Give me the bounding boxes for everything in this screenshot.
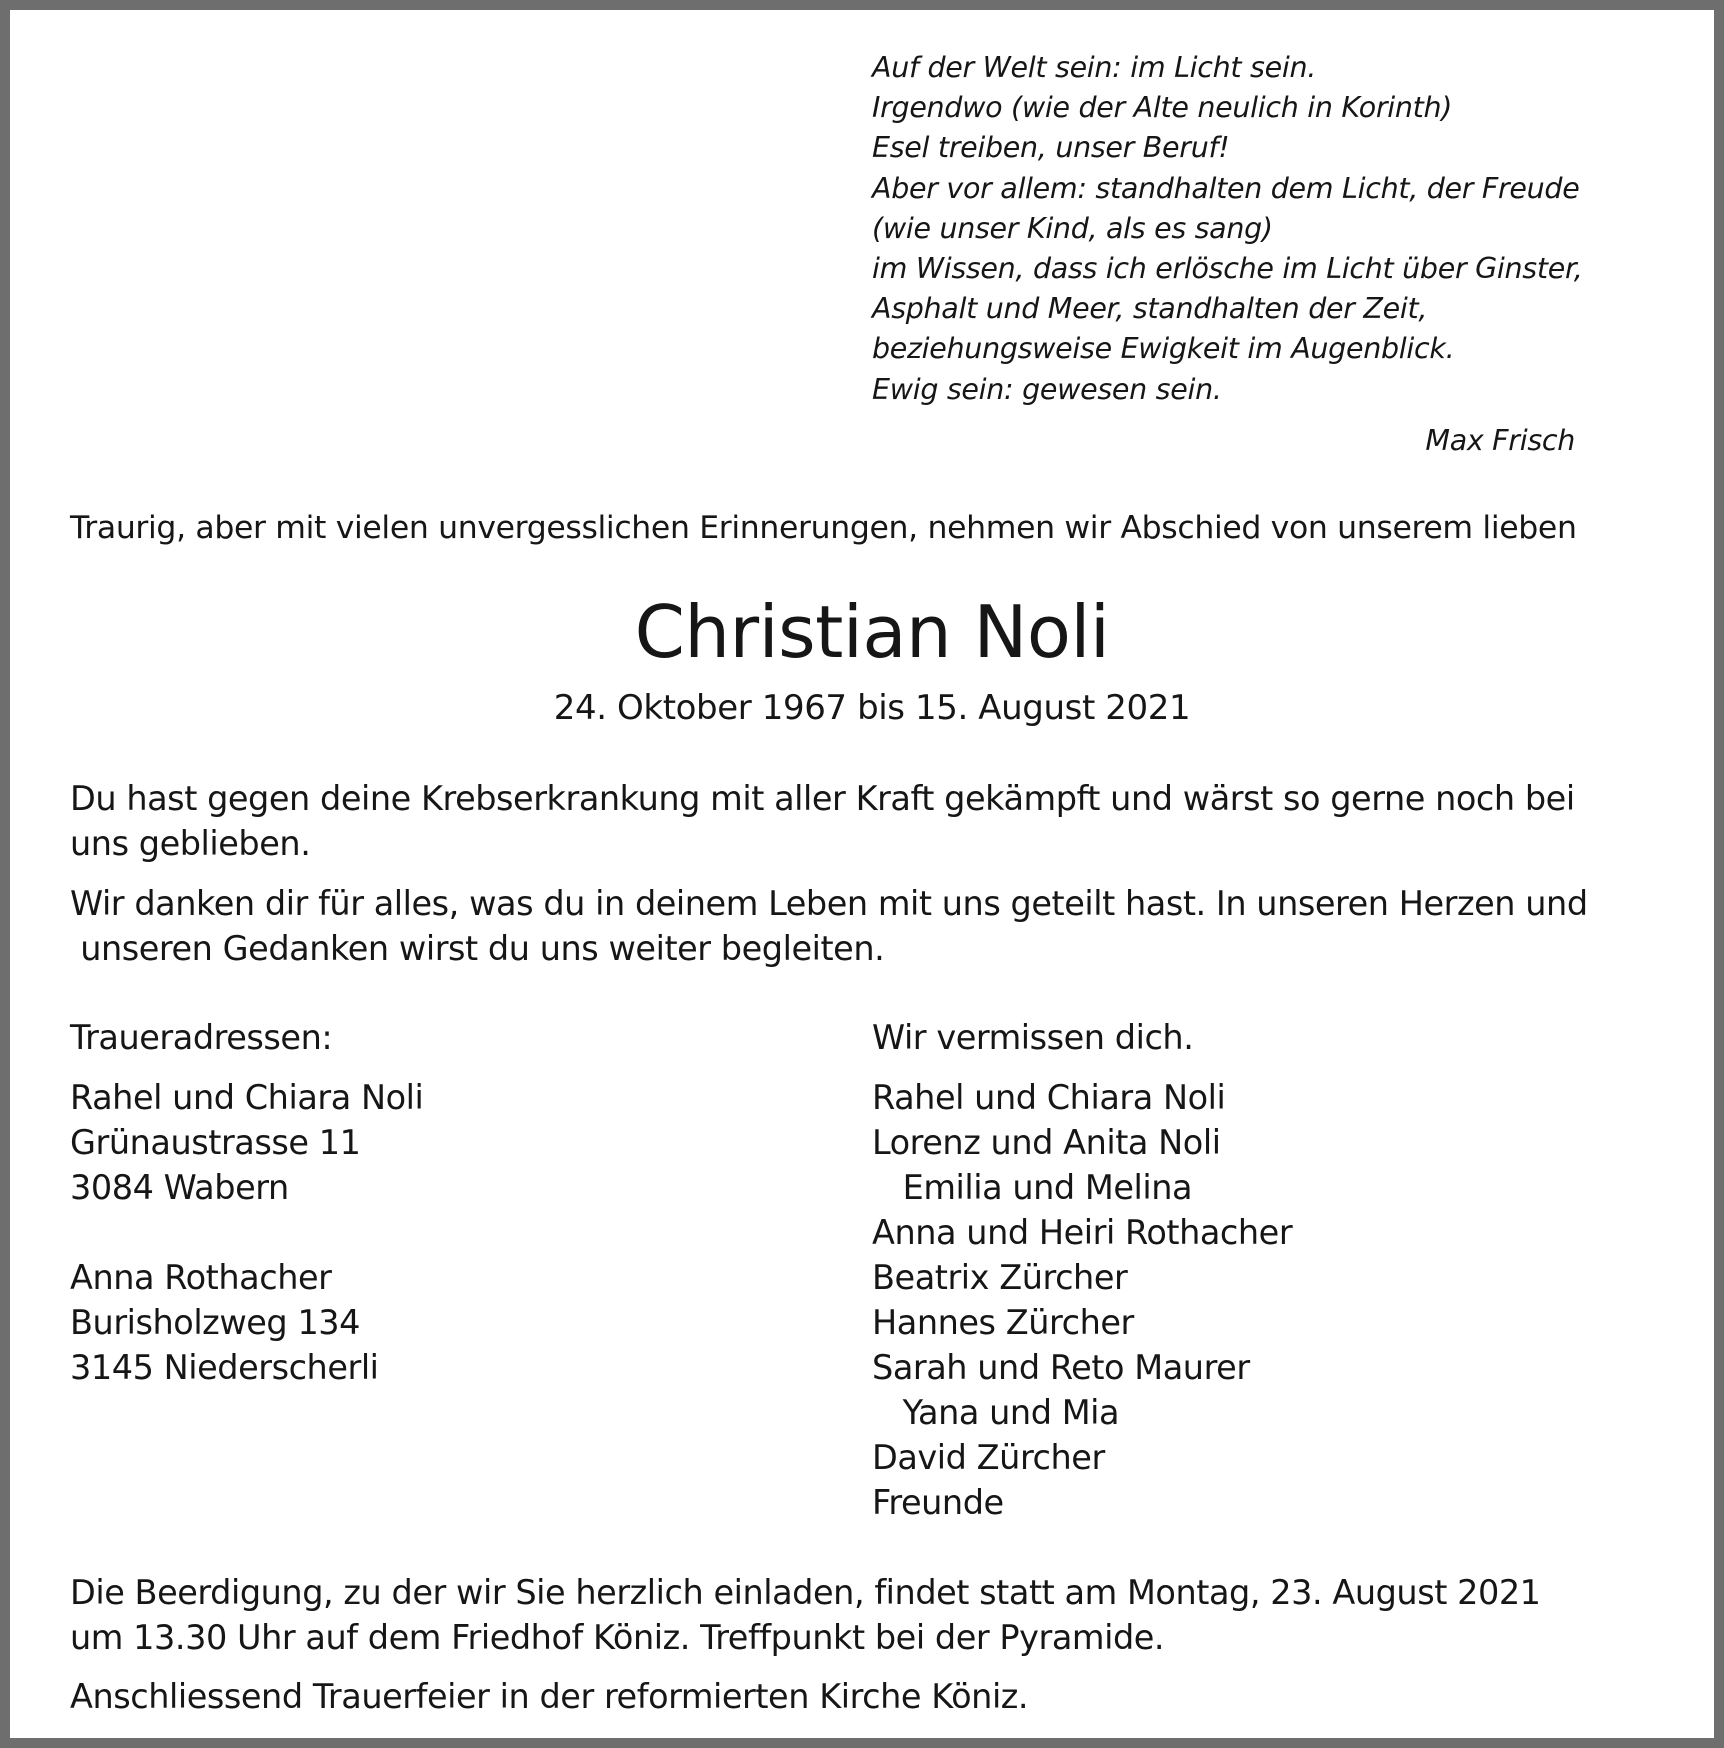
address-line: 3084 Wabern	[70, 1168, 289, 1207]
farewell-paragraph	[70, 776, 1650, 866]
mourner-name: Rahel und Chiara Noli	[872, 1078, 1226, 1117]
ceremony-info	[70, 1674, 1650, 1719]
poem-line: (wie unser Kind, als es sang)	[872, 211, 1273, 245]
poem-line: Esel treiben, unser Beruf!	[872, 131, 1230, 165]
mourner-name: Freunde	[872, 1483, 1004, 1522]
mourner-name: Yana und Mia	[872, 1393, 1120, 1432]
deceased-name: Christian Noli	[634, 590, 1110, 674]
paragraph-line: Wir danken dir für alles, was du in deinem Leben mit uns geteilt hast. In unseren Herzen und	[70, 884, 1588, 923]
paragraph-line: Du hast gegen deine Krebserkrankung mit aller Kraft gekämpft und wärst so gerne noch bei	[70, 779, 1575, 818]
intro-text: Traurig, aber mit vielen unvergesslichen Erinnerungen, nehmen wir Abschied von unserem lieben	[70, 510, 1577, 546]
funeral-line: um 13.30 Uhr auf dem Friedhof Köniz. Treffpunkt bei der Pyramide.	[70, 1618, 1165, 1657]
poem-line: beziehungsweise Ewigkeit im Augenblick.	[872, 332, 1455, 366]
address-line: Anna Rothacher	[70, 1258, 332, 1297]
address-spacer	[70, 1210, 830, 1255]
poem-line: Irgendwo (wie der Alte neulich in Korinth)	[872, 91, 1453, 125]
gratitude-paragraph	[70, 881, 1650, 971]
address-line: Burisholzweg 134	[70, 1303, 361, 1342]
poem-line: Aber vor allem: standhalten dem Licht, der Freude	[872, 171, 1580, 205]
address-line: Grünaustrasse 11	[70, 1123, 361, 1162]
funeral-info	[70, 1570, 1650, 1660]
mourning-addresses	[70, 1015, 830, 1390]
poem-line: Auf der Welt sein: im Licht sein.	[872, 51, 1316, 84]
mourner-name: David Zürcher	[872, 1438, 1105, 1477]
address-line: Rahel und Chiara Noli	[70, 1078, 424, 1117]
poem	[872, 48, 1602, 410]
mourners-heading: Wir vermissen dich.	[872, 1018, 1194, 1057]
poem-line: im Wissen, dass ich erlösche im Licht über Ginster,	[872, 252, 1583, 286]
address-line: 3145 Niederscherli	[70, 1348, 379, 1387]
mourner-name: Anna und Heiri Rothacher	[872, 1213, 1293, 1252]
paragraph-line: unseren Gedanken wirst du uns weiter begleiten.	[70, 929, 885, 968]
poem-line: Asphalt und Meer, standhalten der Zeit,	[872, 292, 1428, 326]
mourner-name: Lorenz und Anita Noli	[872, 1123, 1221, 1162]
life-dates: 24. Oktober 1967 bis 15. August 2021	[553, 688, 1191, 728]
ceremony-line: Anschliessend Trauerfeier in der reformierten Kirche Köniz.	[70, 1677, 1029, 1716]
addresses-heading: Traueradressen:	[70, 1018, 333, 1057]
poem-author: Max Frisch	[1425, 424, 1575, 457]
paragraph-line: uns geblieben.	[70, 824, 311, 863]
mourner-name: Hannes Zürcher	[872, 1303, 1134, 1342]
mourner-name: Sarah und Reto Maurer	[872, 1348, 1250, 1387]
mourner-name: Emilia und Melina	[872, 1168, 1193, 1207]
poem-line: Ewig sein: gewesen sein.	[872, 372, 1222, 406]
mourner-name: Beatrix Zürcher	[872, 1258, 1128, 1297]
funeral-line: Die Beerdigung, zu der wir Sie herzlich einladen, findet statt am Montag, 23. August 2021	[70, 1573, 1541, 1612]
mourners-list	[872, 1015, 1672, 1525]
